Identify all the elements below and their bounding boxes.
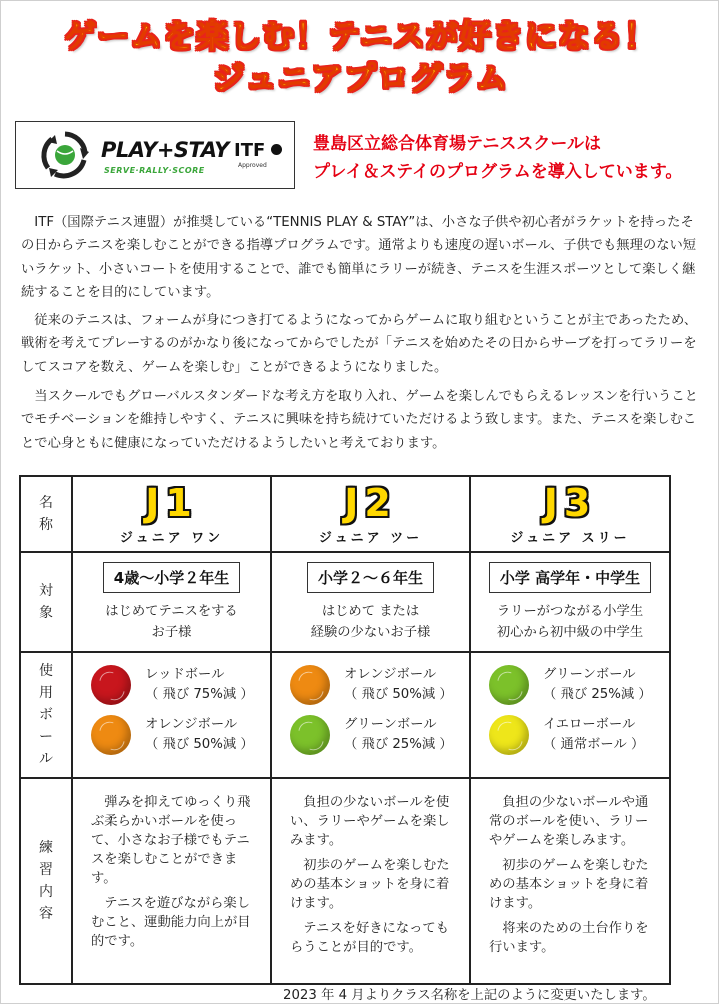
itf-logo: ITF [234, 140, 266, 161]
table-row-ball [20, 652, 670, 778]
row-label-target: 対 象 [20, 552, 72, 652]
j3-code: J3 [543, 480, 597, 525]
green-ball-icon [489, 665, 529, 705]
school-heading-line1: 豊島区立総合体育場テニススクールは [313, 134, 601, 154]
ball-note: （ 飛び 75%減 ） [145, 687, 254, 702]
green-ball-icon [290, 715, 330, 755]
practice-text: 負担の少ないボールや通常のボールを使い、ラリーやゲームを楽しみます。 [489, 795, 649, 848]
intro-paragraph-3: 当スクールでもグローバルスタンダードな考え方を取り入れ、ゲームを楽しんでもらえるレッスンを行いうことでモチベーションを維持しやすく、テニスに興味を持ち続けていただけるよう致します。また、テニスを楽しむことで心身ともに健康になっていただけるようしたいと考えております。 [21, 389, 698, 451]
j2-target-desc: はじめて または 経験の少ないお子様 [310, 603, 431, 640]
j3-reading: ジュニア スリー [510, 530, 630, 546]
ball-name: イエローボール [543, 717, 636, 732]
j1-code: J1 [145, 480, 198, 525]
j2-practice [271, 778, 470, 984]
orange-ball-icon [290, 665, 330, 705]
j2-balls [271, 652, 470, 778]
row-label-name: 名 称 [20, 476, 72, 552]
j2-target [271, 552, 470, 652]
ball-name: オレンジボール [145, 717, 238, 732]
red-ball-icon [91, 665, 131, 705]
ball-note: （ 飛び 25%減 ） [543, 687, 652, 702]
table-row-target [20, 552, 670, 652]
school-heading-line2: プレイ＆ステイのプログラムを導入しています。 [313, 162, 683, 182]
j3-target-label: 小学 高学年・中学生 [489, 562, 651, 593]
itf-approved: Approved [238, 162, 267, 169]
itf-ball-icon [271, 144, 282, 155]
j3-target [470, 552, 670, 652]
j1-balls [72, 652, 271, 778]
logo-tagline: SERVE·RALLY·SCORE [104, 166, 205, 175]
j3-header [470, 476, 670, 552]
j3-practice [470, 778, 670, 984]
table-row-practice [20, 778, 670, 984]
practice-text: 弾みを抑えてゆっくり飛ぶ柔らかいボールを使って、小さなお子様でもテニスを楽しむことができます。 [91, 795, 251, 886]
ball-name: オレンジボール [344, 667, 437, 682]
j2-reading: ジュニア ツー [318, 530, 423, 546]
ball-name: グリーンボール [543, 667, 636, 682]
intro-paragraph-2: 従来のテニスは、フォームが身につき打てるようになってからゲームに取り組むということが主であったため、戦術を考えてプレーするのがかなり後になってからでしたが「テニスを始めたその日からサーブを打ってラリーをしてスコアを数え、ゲームを楽しむ」ことができるようになりました。 [21, 313, 698, 375]
logo-wordmark: PLAY+STAY [101, 138, 229, 162]
program-table [19, 475, 671, 985]
j3-target-desc: ラリーがつながる小学生 初心から初中級の中学生 [496, 603, 644, 640]
ball-note: （ 飛び 50%減 ） [344, 687, 453, 702]
row-label-practice: 練 習 内 容 [20, 778, 72, 984]
footer-note: 2023 年 4 月よりクラス名称を上記のように変更いたします。 [283, 988, 656, 1003]
practice-text: 将来のための土台作りを行います。 [489, 921, 649, 955]
j2-target-label: 小学２〜６年生 [307, 562, 434, 593]
j1-reading: ジュニア ワン [119, 530, 224, 546]
j1-target [72, 552, 271, 652]
j2-header [271, 476, 470, 552]
practice-text: 初歩のゲームを楽しむための基本ショットを身に着けます。 [290, 858, 450, 911]
tennis-ball-recycle-icon [40, 130, 90, 180]
ball-note: （ 通常ボール ） [543, 737, 645, 752]
j3-balls [470, 652, 670, 778]
ball-name: レッドボール [145, 667, 225, 682]
j1-target-desc: はじめてテニスをする お子様 [105, 603, 238, 640]
practice-text: テニスを遊びながら楽しむこと、運動能力向上が目的です。 [91, 896, 251, 949]
main-title-line2: ジュニアプログラム [212, 59, 509, 97]
j1-header [72, 476, 271, 552]
practice-text: テニスを好きになってもらうことが目的です。 [290, 921, 450, 955]
orange-ball-icon [91, 715, 131, 755]
practice-text: 初歩のゲームを楽しむための基本ショットを身に着けます。 [489, 858, 649, 911]
j1-target-label: 4歳〜小学２年生 [103, 562, 240, 593]
j2-code: J2 [344, 480, 397, 525]
row-label-ball: 使 用 ボ ー ル [20, 652, 72, 778]
table-row-name [20, 476, 670, 552]
ball-note: （ 飛び 25%減 ） [344, 737, 453, 752]
j1-practice [72, 778, 271, 984]
main-title-line1: ゲームを楽しむ！テニスが好きになる！ [64, 17, 657, 55]
ball-name: グリーンボール [344, 717, 437, 732]
yellow-ball-icon [489, 715, 529, 755]
practice-text: 負担の少ないボールを使い、ラリーやゲームを楽しみます。 [290, 795, 450, 848]
play-stay-logo [15, 121, 295, 189]
ball-note: （ 飛び 50%減 ） [145, 737, 254, 752]
intro-paragraph-1: ITF（国際テニス連盟）が推奨している“TENNIS PLAY & STAY”は、小さな子供や初心者がラケットを持ったその日からテニスを楽しむことができる指導プログラムです。通常よりも速度の遅いボール、子供でも無理のない短いラケット、小さいコートを使用することで、誰でも簡単にラリーが続き、テニスを生涯スポーツとして楽しく継続することを目的にしています。 [21, 215, 697, 300]
